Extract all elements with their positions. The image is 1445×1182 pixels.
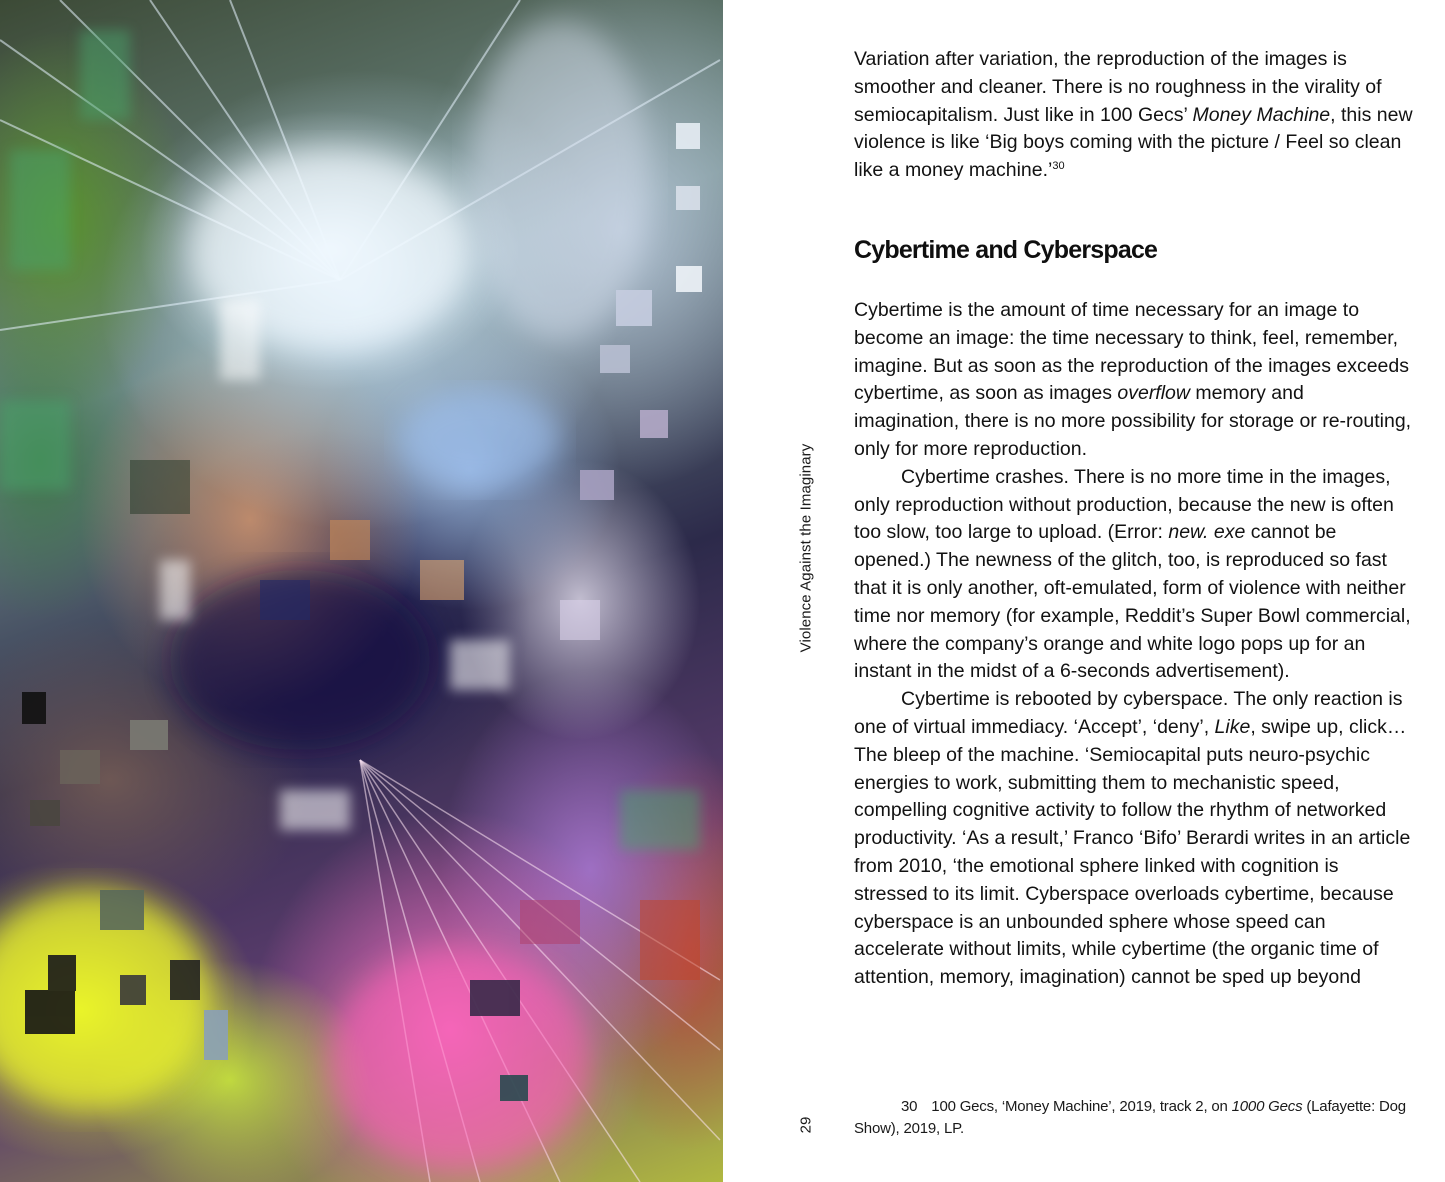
intro-text-1: Variation after variation, the reproduction of the images is smoother and cleaner. There is no roughness in the virality of semiocapitalism. Just like in 100 Gecs’ xyxy=(854,48,1382,126)
paragraph-1 xyxy=(854,297,1414,464)
paragraph-1-text-2: memory and imagination, there is no more possibility for storage or re-routing, only for more reproduction. xyxy=(854,382,1412,460)
paragraph-2-text-2: cannot be opened.) The newness of the glitch, too, is reproduced so fast that it is only another, oft-emulated, form of violence with neither time nor memory (for example, Reddit’s Super Bowl commercial, where the company’s orange and white logo pops up for an instant in the midst of a 6-seconds advertisement). xyxy=(854,521,1411,683)
paragraph-3-italic: Like xyxy=(1214,715,1251,738)
page-number-text: 29 xyxy=(797,1116,815,1134)
footnote xyxy=(854,1096,1414,1140)
footnote-number: 30 xyxy=(901,1098,918,1115)
intro-italic-title: Money Machine xyxy=(1192,103,1331,126)
section-heading: Cybertime and Cyberspace xyxy=(854,236,1158,264)
footnote-italic-title: 1000 Gecs xyxy=(1231,1098,1303,1115)
footnote-text-2: (Lafayette: Dog Show), 2019, LP. xyxy=(854,1098,1406,1137)
paragraph-2 xyxy=(854,464,1414,686)
paragraph-3 xyxy=(854,686,1414,992)
footnote-reference: 30 xyxy=(1052,160,1065,173)
running-head-text: Violence Against the Imaginary xyxy=(797,443,815,653)
paragraph-1-italic: overflow xyxy=(1117,382,1190,405)
intro-paragraph-text xyxy=(854,46,1414,185)
footnote-text-1: 100 Gecs, ‘Money Machine’, 2019, track 2, on xyxy=(931,1098,1232,1115)
paragraph-1-text-1: Cybertime is the amount of time necessary for an image to become an image: the time necessary to think, feel, remember, imagine. But as soon as the reproduction of the images exceeds cybertime, as soon as images xyxy=(854,299,1409,405)
paragraph-2-text-1: Cybertime crashes. There is no more time in the images, only reproduction without production, because the new is often too slow, too large to upload. (Error: xyxy=(854,465,1394,544)
paragraph-2-italic: new. exe xyxy=(1168,521,1246,544)
section-body xyxy=(854,297,1414,992)
intro-text-2: , this new violence is like ‘Big boys coming with the picture / Feel so clean like a money machine.’ xyxy=(854,103,1413,182)
paragraph-3-text-2: , swipe up, click… The bleep of the machine. ‘Semiocapital puts neuro-psychic energies to work, submitting them to mechanistic speed, compelling cognitive activity to follow the rhythm of networked productivity. ‘As a result,’ Franco ‘Bifo’ Berardi writes in an article from 2010, ‘the emotional sphere linked with cognition is stressed to its limit. Cyberspace overloads cybertime, because cyberspace is an unbounded sphere whose speed can accelerate without limits, while cybertime (the organic time of attention, memory, imagination) cannot be sped up beyond xyxy=(854,715,1411,989)
intro-paragraph xyxy=(854,46,1414,185)
paragraph-3-text-1: Cybertime is rebooted by cyberspace. The only reaction is one of virtual immediacy. ‘Accept’, ‘deny’, xyxy=(854,688,1403,738)
